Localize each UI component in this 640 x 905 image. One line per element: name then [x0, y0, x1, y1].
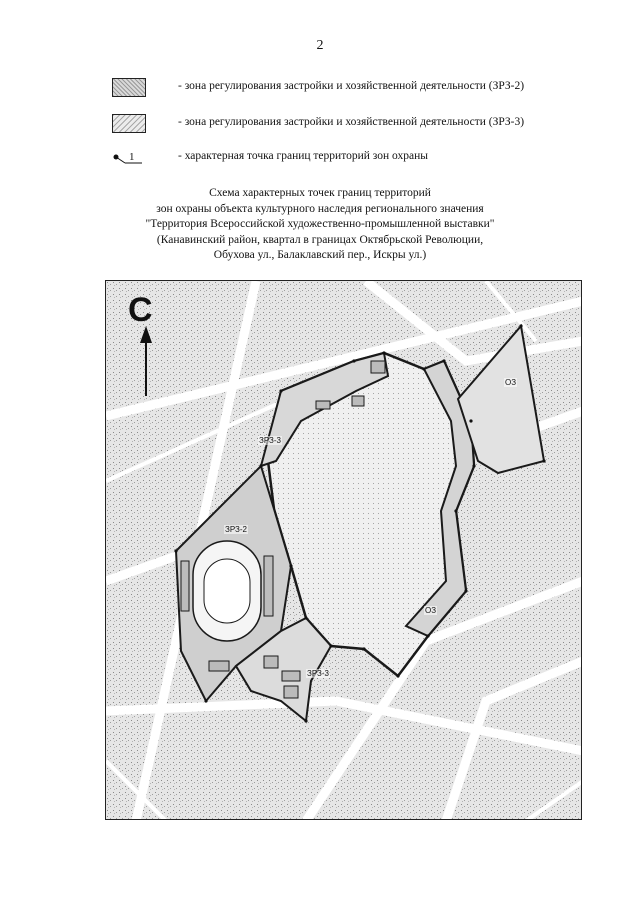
point-marker-label: 1 — [129, 151, 135, 163]
point-marker-icon — [112, 148, 152, 168]
scheme-title — [0, 186, 640, 264]
legend-item-point — [112, 148, 592, 170]
map-label-zrz3-bottom: ЗРЗ-3 — [307, 669, 329, 678]
page-number: 2 — [316, 38, 324, 53]
map-frame — [105, 280, 582, 820]
title-line: Обухова ул., Балаклавский пер., Искры ул.) — [213, 249, 427, 261]
title-line: зон охраны объекта культурного наследия регионального значения — [156, 202, 484, 215]
legend-item-zrz2 — [112, 78, 592, 100]
title-line: "Территория Всероссийской художественно-промышленной выставки" — [145, 218, 495, 230]
map-canvas — [106, 281, 582, 820]
legend-text-zrz2: - зона регулирования застройки и хозяйственной деятельности (ЗРЗ-2) — [178, 80, 525, 92]
zrz2-swatch-icon — [112, 78, 146, 97]
zrz3-swatch-icon — [112, 114, 146, 133]
north-label: С — [128, 291, 153, 329]
title-line: (Канавинский район, квартал в границах Октябрьской Революции, — [156, 233, 484, 246]
map-label-oz-top: ОЗ — [505, 378, 517, 387]
title-line: Схема характерных точек границ территорий — [209, 187, 431, 199]
map-label-zrz2: ЗРЗ-2 — [225, 525, 247, 534]
legend-text-point: - характерная точка границ территорий зон охраны — [178, 150, 428, 162]
map-label-oz-right: ОЗ — [425, 606, 437, 615]
legend-text-zrz3: - зона регулирования застройки и хозяйственной деятельности (ЗРЗ-3) — [178, 116, 525, 128]
map-label-zrz3-top: ЗРЗ-3 — [259, 436, 281, 445]
legend-item-zrz3 — [112, 114, 592, 136]
